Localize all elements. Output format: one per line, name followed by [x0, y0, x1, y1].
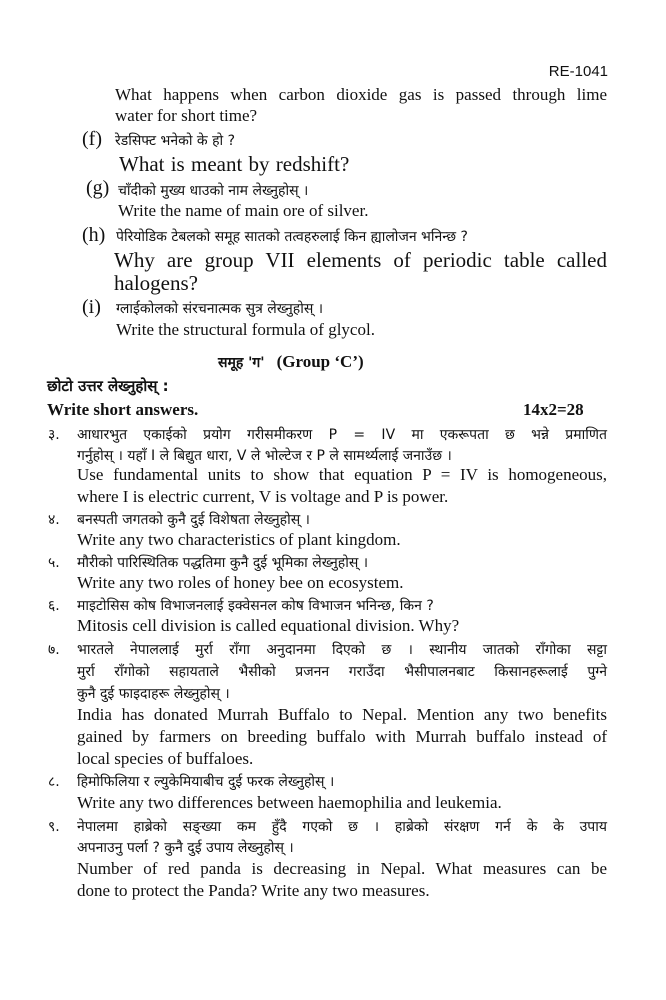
question-9-english-line-1: Number of red panda is decreasing in Nepal. What measures can be [77, 859, 607, 878]
question-7-english-line-2: gained by farmers on breeding buffalo with Murrah buffalo instead of [77, 727, 607, 746]
item-g-label: (g) [86, 177, 110, 199]
item-g-english: Write the name of main ore of silver. [118, 201, 369, 220]
question-6-nepali: माइटोसिस कोष विभाजनलाई इक्वेसनल कोष विभाजन भनिन्छ, किन ? [77, 598, 434, 614]
section-marks: 14x2=28 [523, 400, 584, 419]
item-h-english-line-2: halogens? [114, 271, 198, 295]
question-7-english-line-3: local species of buffaloes. [77, 749, 254, 768]
instruction-english: Write short answers. [47, 400, 199, 419]
question-3-number: ३. [48, 427, 60, 443]
item-f-english: What is meant by redshift? [119, 152, 350, 176]
question-8-number: ८. [48, 774, 60, 790]
carryover-english-line-2: water for short time? [115, 106, 258, 125]
question-7-nepali-line-3: कुनै दुई फाइदाहरू लेख्नुहोस् । [77, 686, 230, 702]
question-9-nepali-line-1: नेपालमा हाब्रेको सङ्ख्या कम हुँदै गएको छ । हाब्रेको संरक्षण गर्न के के उपाय [77, 819, 607, 835]
item-f-nepali: रेडसिफ्ट भनेको के हो ? [115, 133, 236, 149]
item-h-nepali: पेरियोडिक टेबलको समूह सातको तत्वहरुलाई किन ह्यालोजन भनिन्छ ? [116, 229, 468, 245]
item-g-nepali: चाँदीको मुख्य धाउको नाम लेख्नुहोस् । [118, 183, 309, 199]
item-h-english-line-1: Why are group VII elements of periodic table called [114, 248, 607, 272]
carryover-english-line-1: What happens when carbon dioxide gas is passed through lime [115, 85, 607, 104]
paper-code: RE-1041 [548, 63, 608, 80]
question-5-english: Write any two roles of honey bee on ecosystem. [77, 573, 404, 592]
question-8-nepali: हिमोफिलिया र ल्युकेमियाबीच दुई फरक लेख्नुहोस् । [77, 774, 335, 790]
question-4-nepali: बनस्पती जगतको कुनै दुई विशेषता लेख्नुहोस् । [77, 512, 310, 528]
item-f-label: (f) [82, 128, 102, 150]
question-9-nepali-line-2: अपनाउनु पर्ला ? कुनै दुई उपाय लेख्नुहोस् । [77, 840, 294, 856]
question-9-number: ९. [48, 819, 60, 835]
item-h-label: (h) [82, 224, 106, 246]
section-title-english: (Group ‘C’) [276, 352, 364, 371]
item-i-english: Write the structural formula of glycol. [116, 320, 375, 339]
question-6-english: Mitosis cell division is called equational division. Why? [77, 616, 460, 635]
question-3-nepali-line-2: गर्नुहोस् । यहाँ I ले बिद्युत धारा, V ले भोल्टेज र P ले सामर्थ्यलाई जनाउँछ । [77, 448, 452, 464]
question-7-nepali-line-1: भारतले नेपाललाई मुर्रा राँगा अनुदानमा दिएको छ । स्थानीय जातको राँगोका सट्टा [77, 642, 607, 658]
item-i-nepali: ग्लाईकोलको संरचनात्मक सुत्र लेख्नुहोस् । [116, 301, 324, 317]
question-6-number: ६. [48, 598, 60, 614]
question-4-number: ४. [48, 512, 60, 528]
question-3-english-line-2: where I is electric current, V is voltage and P is power. [77, 487, 449, 506]
question-5-number: ५. [48, 555, 60, 571]
question-7-number: ७. [48, 642, 60, 658]
section-title-nepali: समूह 'ग' [218, 355, 265, 371]
question-8-english: Write any two differences between haemophilia and leukemia. [77, 793, 502, 812]
item-i-label: (i) [82, 296, 101, 318]
question-7-english-line-1: India has donated Murrah Buffalo to Nepal. Mention any two benefits [77, 705, 607, 724]
question-5-nepali: मौरीको पारिस्थितिक पद्धतिमा कुनै दुई भूमिका लेख्नुहोस् । [77, 555, 369, 571]
question-3-english-line-1: Use fundamental units to show that equation P = IV is homogeneous, [77, 465, 607, 484]
question-4-english: Write any two characteristics of plant kingdom. [77, 530, 401, 549]
question-9-english-line-2: done to protect the Panda? Write any two measures. [77, 881, 430, 900]
question-7-nepali-line-2: मुर्रा राँगोको सहायताले भैसीको प्रजनन गराउँदा भैसीपालनबाट किसानहरूलाई पुग्ने [77, 664, 607, 680]
question-3-nepali-line-1: आधारभुत एकाईको प्रयोग गरीसमीकरण P = IV मा एकरूपता छ भन्ने प्रमाणित [77, 427, 607, 443]
section-heading [218, 352, 364, 372]
instruction-nepali: छोटो उत्तर लेख्नुहोस् : [47, 377, 169, 395]
